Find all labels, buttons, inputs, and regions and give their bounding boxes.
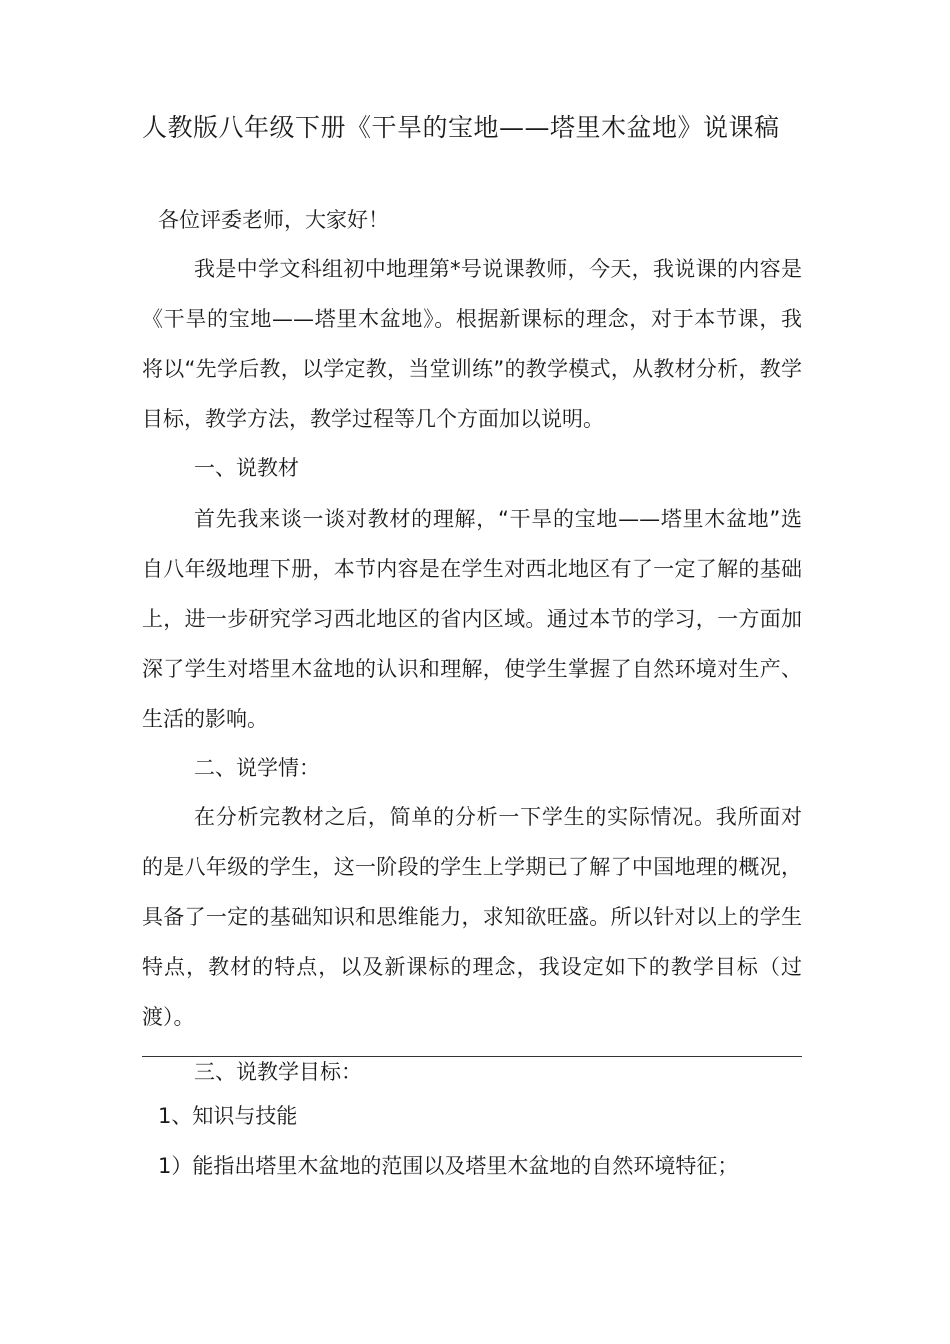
subheading-knowledge-skills: 1、知识与技能 bbox=[158, 1104, 298, 1128]
intro-paragraph: 我是中学文科组初中地理第*号说课教师，今天，我说课的内容是《干旱的宝地——塔里木盆地》。根据新课标的理念，对于本节课，我将以“先学后教，以学定教，当堂训练”的教学模式，从教材分析，教学目标，教学方法，教学过程等几个方面加以说明。 bbox=[142, 257, 802, 431]
goal-item-1: 1）能指出塔里木盆地的范围以及塔里木盆地的自然环境特征； bbox=[158, 1154, 739, 1178]
section-heading-teaching-material: 一、说教材 bbox=[194, 456, 299, 480]
section-heading-teaching-goals: 三、说教学目标： bbox=[194, 1060, 362, 1084]
greeting: 各位评委老师，大家好！ bbox=[158, 208, 389, 232]
document-title: 人教版八年级下册《干旱的宝地——塔里木盆地》说课稿 bbox=[142, 113, 780, 142]
student-analysis-paragraph: 在分析完教材之后，简单的分析一下学生的实际情况。我所面对的是八年级的学生，这一阶段的学生上学期已了解了中国地理的概况，具备了一定的基础知识和思维能力，求知欲旺盛。所以针对以上的学生特点，教材的特点，以及新课标的理念，我设定如下的教学目标（过渡）。 bbox=[142, 805, 802, 1029]
section-heading-student-analysis: 二、说学情： bbox=[194, 756, 320, 780]
teaching-material-paragraph: 首先我来谈一谈对教材的理解，“干旱的宝地——塔里木盆地”选自八年级地理下册，本节内容是在学生对西北地区有了一定了解的基础上，进一步研究学习西北地区的省内区域。通过本节的学习，一方面加深了学生对塔里木盆地的认识和理解，使学生掌握了自然环境对生产、生活的影响。 bbox=[142, 507, 802, 731]
